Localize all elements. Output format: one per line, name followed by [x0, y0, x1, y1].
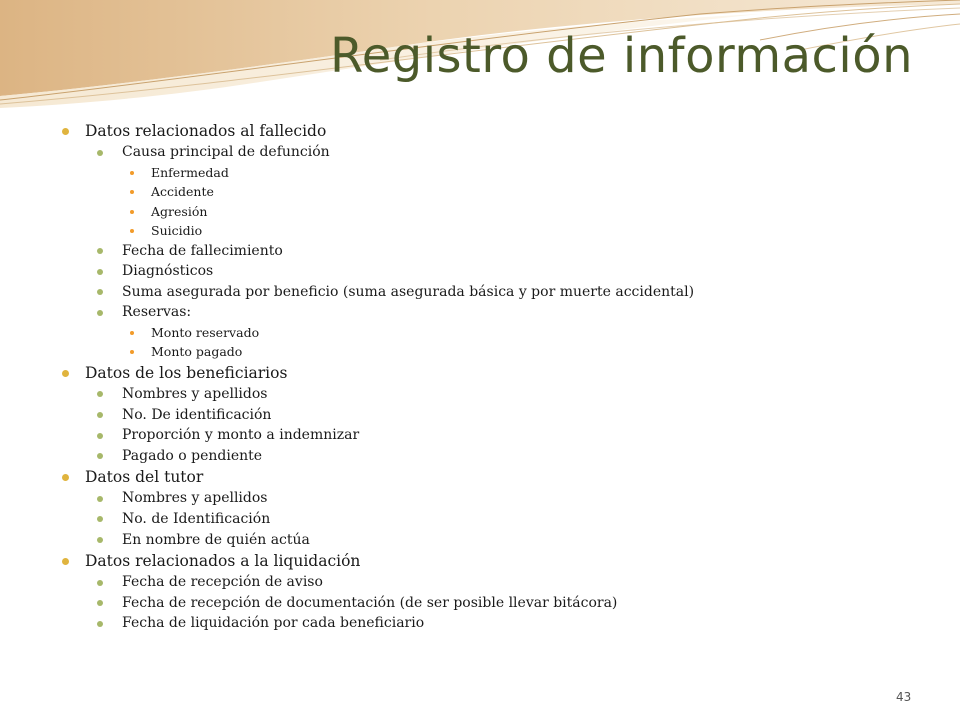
slide-title: Registro de información — [330, 28, 914, 84]
bullet-item-level-1: Datos relacionados al fallecido — [62, 120, 942, 142]
bullet-item-level-2: Fecha de liquidación por cada beneficiario — [62, 613, 942, 634]
bullet-item-level-1: Datos de los beneficiarios — [62, 362, 942, 384]
bullet-item-level-2: Pagado o pendiente — [62, 446, 942, 467]
bullet-item-level-1: Datos relacionados a la liquidación — [62, 550, 942, 572]
bullet-item-level-2: No. De identificación — [62, 405, 942, 426]
bullet-item-level-2: Fecha de recepción de documentación (de ser posible llevar bitácora) — [62, 593, 942, 614]
bullet-item-level-1: Datos del tutor — [62, 466, 942, 488]
bullet-item-level-2: En nombre de quién actúa — [62, 530, 942, 551]
bullet-item-level-2: Diagnósticos — [62, 261, 942, 282]
bullet-content — [62, 120, 942, 634]
bullet-item-level-3: Agresión — [62, 202, 942, 222]
bullet-item-level-2: Causa principal de defunción — [62, 142, 942, 163]
bullet-item-level-2: Fecha de fallecimiento — [62, 241, 942, 262]
bullet-item-level-3: Enfermedad — [62, 163, 942, 183]
page-number: 43 — [896, 690, 912, 704]
bullet-item-level-2: Reservas: — [62, 302, 942, 323]
bullet-item-level-3: Monto reservado — [62, 323, 942, 343]
bullet-item-level-2: Proporción y monto a indemnizar — [62, 425, 942, 446]
bullet-item-level-2: Nombres y apellidos — [62, 488, 942, 509]
bullet-item-level-3: Accidente — [62, 182, 942, 202]
bullet-item-level-2: No. de Identificación — [62, 509, 942, 530]
bullet-item-level-3: Suicidio — [62, 221, 942, 241]
bullet-item-level-2: Fecha de recepción de aviso — [62, 572, 942, 593]
bullet-item-level-2: Nombres y apellidos — [62, 384, 942, 405]
bullet-item-level-3: Monto pagado — [62, 342, 942, 362]
bullet-item-level-2: Suma asegurada por beneficio (suma asegurada básica y por muerte accidental) — [62, 282, 942, 303]
bullet-list — [62, 120, 942, 634]
